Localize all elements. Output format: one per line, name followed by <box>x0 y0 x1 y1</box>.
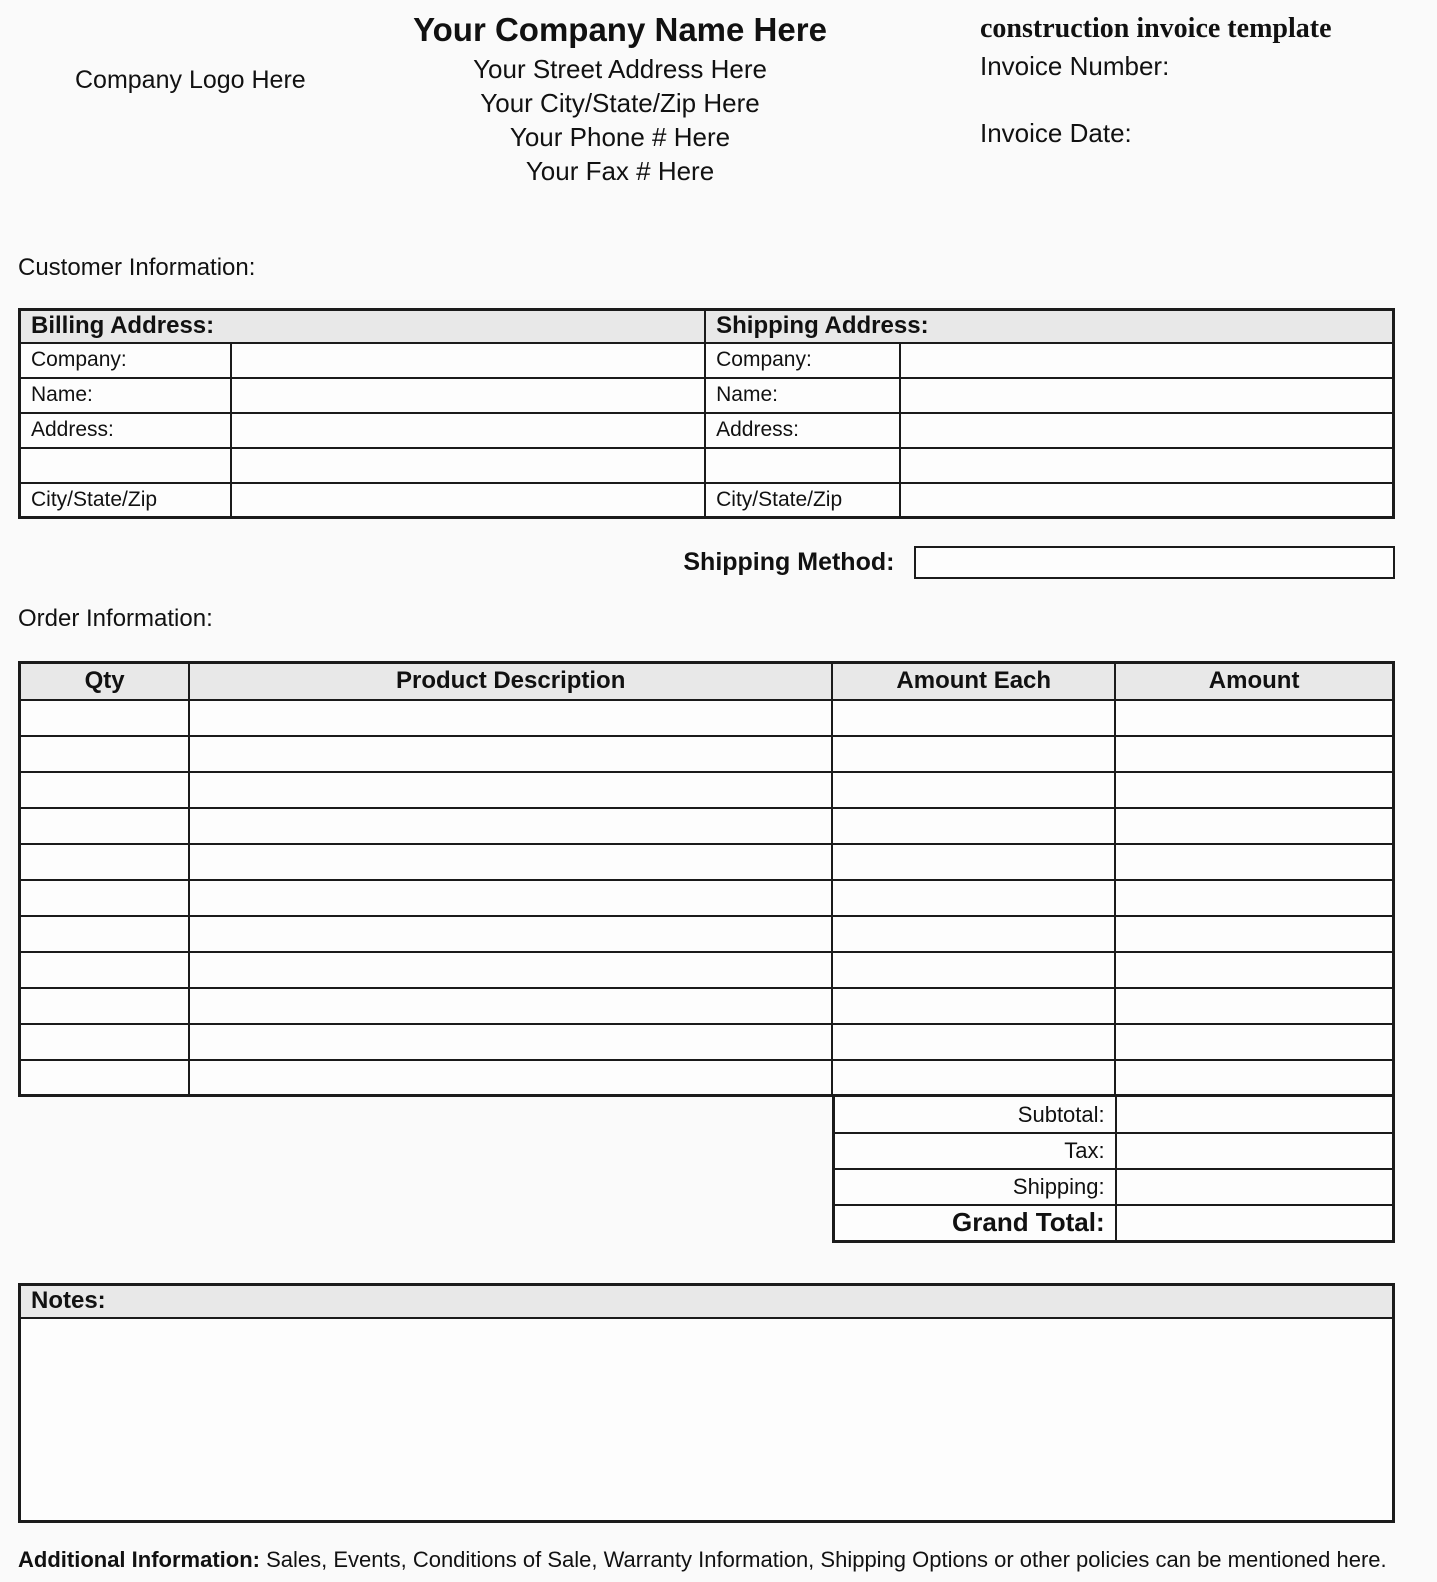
billing-field-label: Address: <box>20 413 232 448</box>
order-row <box>20 916 1394 952</box>
billing-field-label: Company: <box>20 343 232 378</box>
amount-each-cell[interactable] <box>832 916 1115 952</box>
notes-table <box>18 1283 1395 1523</box>
amount-cell[interactable] <box>1115 916 1393 952</box>
billing-field-input[interactable] <box>231 413 705 448</box>
company-city-state-zip: Your City/State/Zip Here <box>480 88 760 118</box>
product-description-cell[interactable] <box>189 916 832 952</box>
total-value-cell[interactable] <box>1116 1169 1394 1205</box>
billing-field-input[interactable] <box>231 483 705 518</box>
product-description-cell[interactable] <box>189 700 832 736</box>
order-row <box>20 1024 1394 1060</box>
address-row <box>20 483 1394 518</box>
order-information-heading: Order Information: <box>18 605 213 632</box>
amount-each-column-header: Amount Each <box>832 663 1115 700</box>
additional-information-text: Sales, Events, Conditions of Sale, Warranty Information, Shipping Options or other policies can be mentioned here. <box>259 1546 1387 1572</box>
qty-cell[interactable] <box>20 1060 190 1096</box>
amount-each-cell[interactable] <box>832 1060 1115 1096</box>
notes-input-area[interactable] <box>20 1318 1394 1521</box>
total-row <box>833 1097 1393 1133</box>
customer-information-heading: Customer Information: <box>18 254 256 281</box>
shipping-method-input[interactable] <box>914 546 1395 579</box>
total-value-cell[interactable] <box>1116 1097 1394 1133</box>
amount-cell[interactable] <box>1115 736 1393 772</box>
order-row <box>20 844 1394 880</box>
invoice-date-label: Invoice Date: <box>980 118 1132 148</box>
amount-cell[interactable] <box>1115 880 1393 916</box>
notes-header: Notes: <box>20 1284 1394 1318</box>
amount-each-cell[interactable] <box>832 700 1115 736</box>
shipping-address-header: Shipping Address: <box>705 310 1393 343</box>
shipping-field-label <box>705 448 900 483</box>
total-label: Tax: <box>833 1133 1115 1169</box>
product-description-cell[interactable] <box>189 1024 832 1060</box>
company-logo-placeholder: Company Logo Here <box>75 66 306 94</box>
amount-cell[interactable] <box>1115 1060 1393 1096</box>
shipping-method-label: Shipping Method: <box>683 547 895 576</box>
shipping-field-label: Address: <box>705 413 900 448</box>
totals-table <box>832 1097 1395 1243</box>
amount-column-header: Amount <box>1115 663 1393 700</box>
address-row <box>20 378 1394 413</box>
billing-field-label: Name: <box>20 378 232 413</box>
address-table <box>18 308 1395 519</box>
shipping-field-label: City/State/Zip <box>705 483 900 518</box>
product-description-cell[interactable] <box>189 808 832 844</box>
product-description-cell[interactable] <box>189 844 832 880</box>
qty-cell[interactable] <box>20 952 190 988</box>
amount-each-cell[interactable] <box>832 988 1115 1024</box>
shipping-field-input[interactable] <box>900 343 1393 378</box>
amount-each-cell[interactable] <box>832 772 1115 808</box>
invoice-meta-block <box>980 12 1332 150</box>
qty-cell[interactable] <box>20 700 190 736</box>
qty-cell[interactable] <box>20 916 190 952</box>
amount-cell[interactable] <box>1115 952 1393 988</box>
invoice-number-label: Invoice Number: <box>980 51 1170 81</box>
product-description-cell[interactable] <box>189 736 832 772</box>
amount-cell[interactable] <box>1115 700 1393 736</box>
shipping-method-row <box>18 545 1395 579</box>
company-street: Your Street Address Here <box>473 54 767 84</box>
product-description-cell[interactable] <box>189 772 832 808</box>
order-row <box>20 952 1394 988</box>
billing-field-label: City/State/Zip <box>20 483 232 518</box>
total-label: Subtotal: <box>833 1097 1115 1133</box>
billing-field-label <box>20 448 232 483</box>
qty-cell[interactable] <box>20 808 190 844</box>
additional-information-label: Additional Information: <box>18 1546 260 1572</box>
total-value-cell[interactable] <box>1116 1205 1394 1241</box>
company-name: Your Company Name Here <box>413 11 827 48</box>
product-description-cell[interactable] <box>189 988 832 1024</box>
order-table <box>18 661 1395 1097</box>
additional-information-note <box>18 1547 1395 1573</box>
template-title: construction invoice template <box>980 13 1332 44</box>
amount-cell[interactable] <box>1115 844 1393 880</box>
total-row <box>833 1133 1393 1169</box>
billing-field-input[interactable] <box>231 448 705 483</box>
qty-cell[interactable] <box>20 844 190 880</box>
product-description-cell[interactable] <box>189 880 832 916</box>
amount-cell[interactable] <box>1115 808 1393 844</box>
total-value-cell[interactable] <box>1116 1133 1394 1169</box>
shipping-field-label: Name: <box>705 378 900 413</box>
total-row <box>833 1169 1393 1205</box>
product-description-cell[interactable] <box>189 952 832 988</box>
address-row <box>20 413 1394 448</box>
amount-each-cell[interactable] <box>832 880 1115 916</box>
amount-each-cell[interactable] <box>832 736 1115 772</box>
amount-each-cell[interactable] <box>832 844 1115 880</box>
address-row <box>20 343 1394 378</box>
company-phone: Your Phone # Here <box>509 122 731 152</box>
amount-each-cell[interactable] <box>832 808 1115 844</box>
shipping-field-input[interactable] <box>900 413 1393 448</box>
amount-cell[interactable] <box>1115 1024 1393 1060</box>
address-row <box>20 448 1394 483</box>
product-description-column-header: Product Description <box>189 663 832 700</box>
qty-cell[interactable] <box>20 880 190 916</box>
billing-field-input[interactable] <box>231 378 705 413</box>
shipping-field-input[interactable] <box>900 448 1393 483</box>
order-row <box>20 808 1394 844</box>
shipping-field-input[interactable] <box>900 483 1393 518</box>
amount-each-cell[interactable] <box>832 952 1115 988</box>
order-row <box>20 1060 1394 1096</box>
total-label: Shipping: <box>833 1169 1115 1205</box>
order-row <box>20 880 1394 916</box>
order-row <box>20 988 1394 1024</box>
amount-cell[interactable] <box>1115 988 1393 1024</box>
qty-cell[interactable] <box>20 988 190 1024</box>
company-fax: Your Fax # Here <box>525 156 715 186</box>
billing-field-input[interactable] <box>231 343 705 378</box>
company-info-block <box>318 10 922 188</box>
total-label: Grand Total: <box>833 1205 1115 1241</box>
total-row <box>833 1205 1393 1241</box>
header <box>18 0 1395 196</box>
qty-cell[interactable] <box>20 1024 190 1060</box>
billing-address-header: Billing Address: <box>20 310 706 343</box>
amount-cell[interactable] <box>1115 772 1393 808</box>
amount-each-cell[interactable] <box>832 1024 1115 1060</box>
product-description-cell[interactable] <box>189 1060 832 1096</box>
order-row <box>20 772 1394 808</box>
qty-column-header: Qty <box>20 663 190 700</box>
shipping-field-label: Company: <box>705 343 900 378</box>
shipping-field-input[interactable] <box>900 378 1393 413</box>
qty-cell[interactable] <box>20 736 190 772</box>
order-row <box>20 700 1394 736</box>
order-row <box>20 736 1394 772</box>
qty-cell[interactable] <box>20 772 190 808</box>
